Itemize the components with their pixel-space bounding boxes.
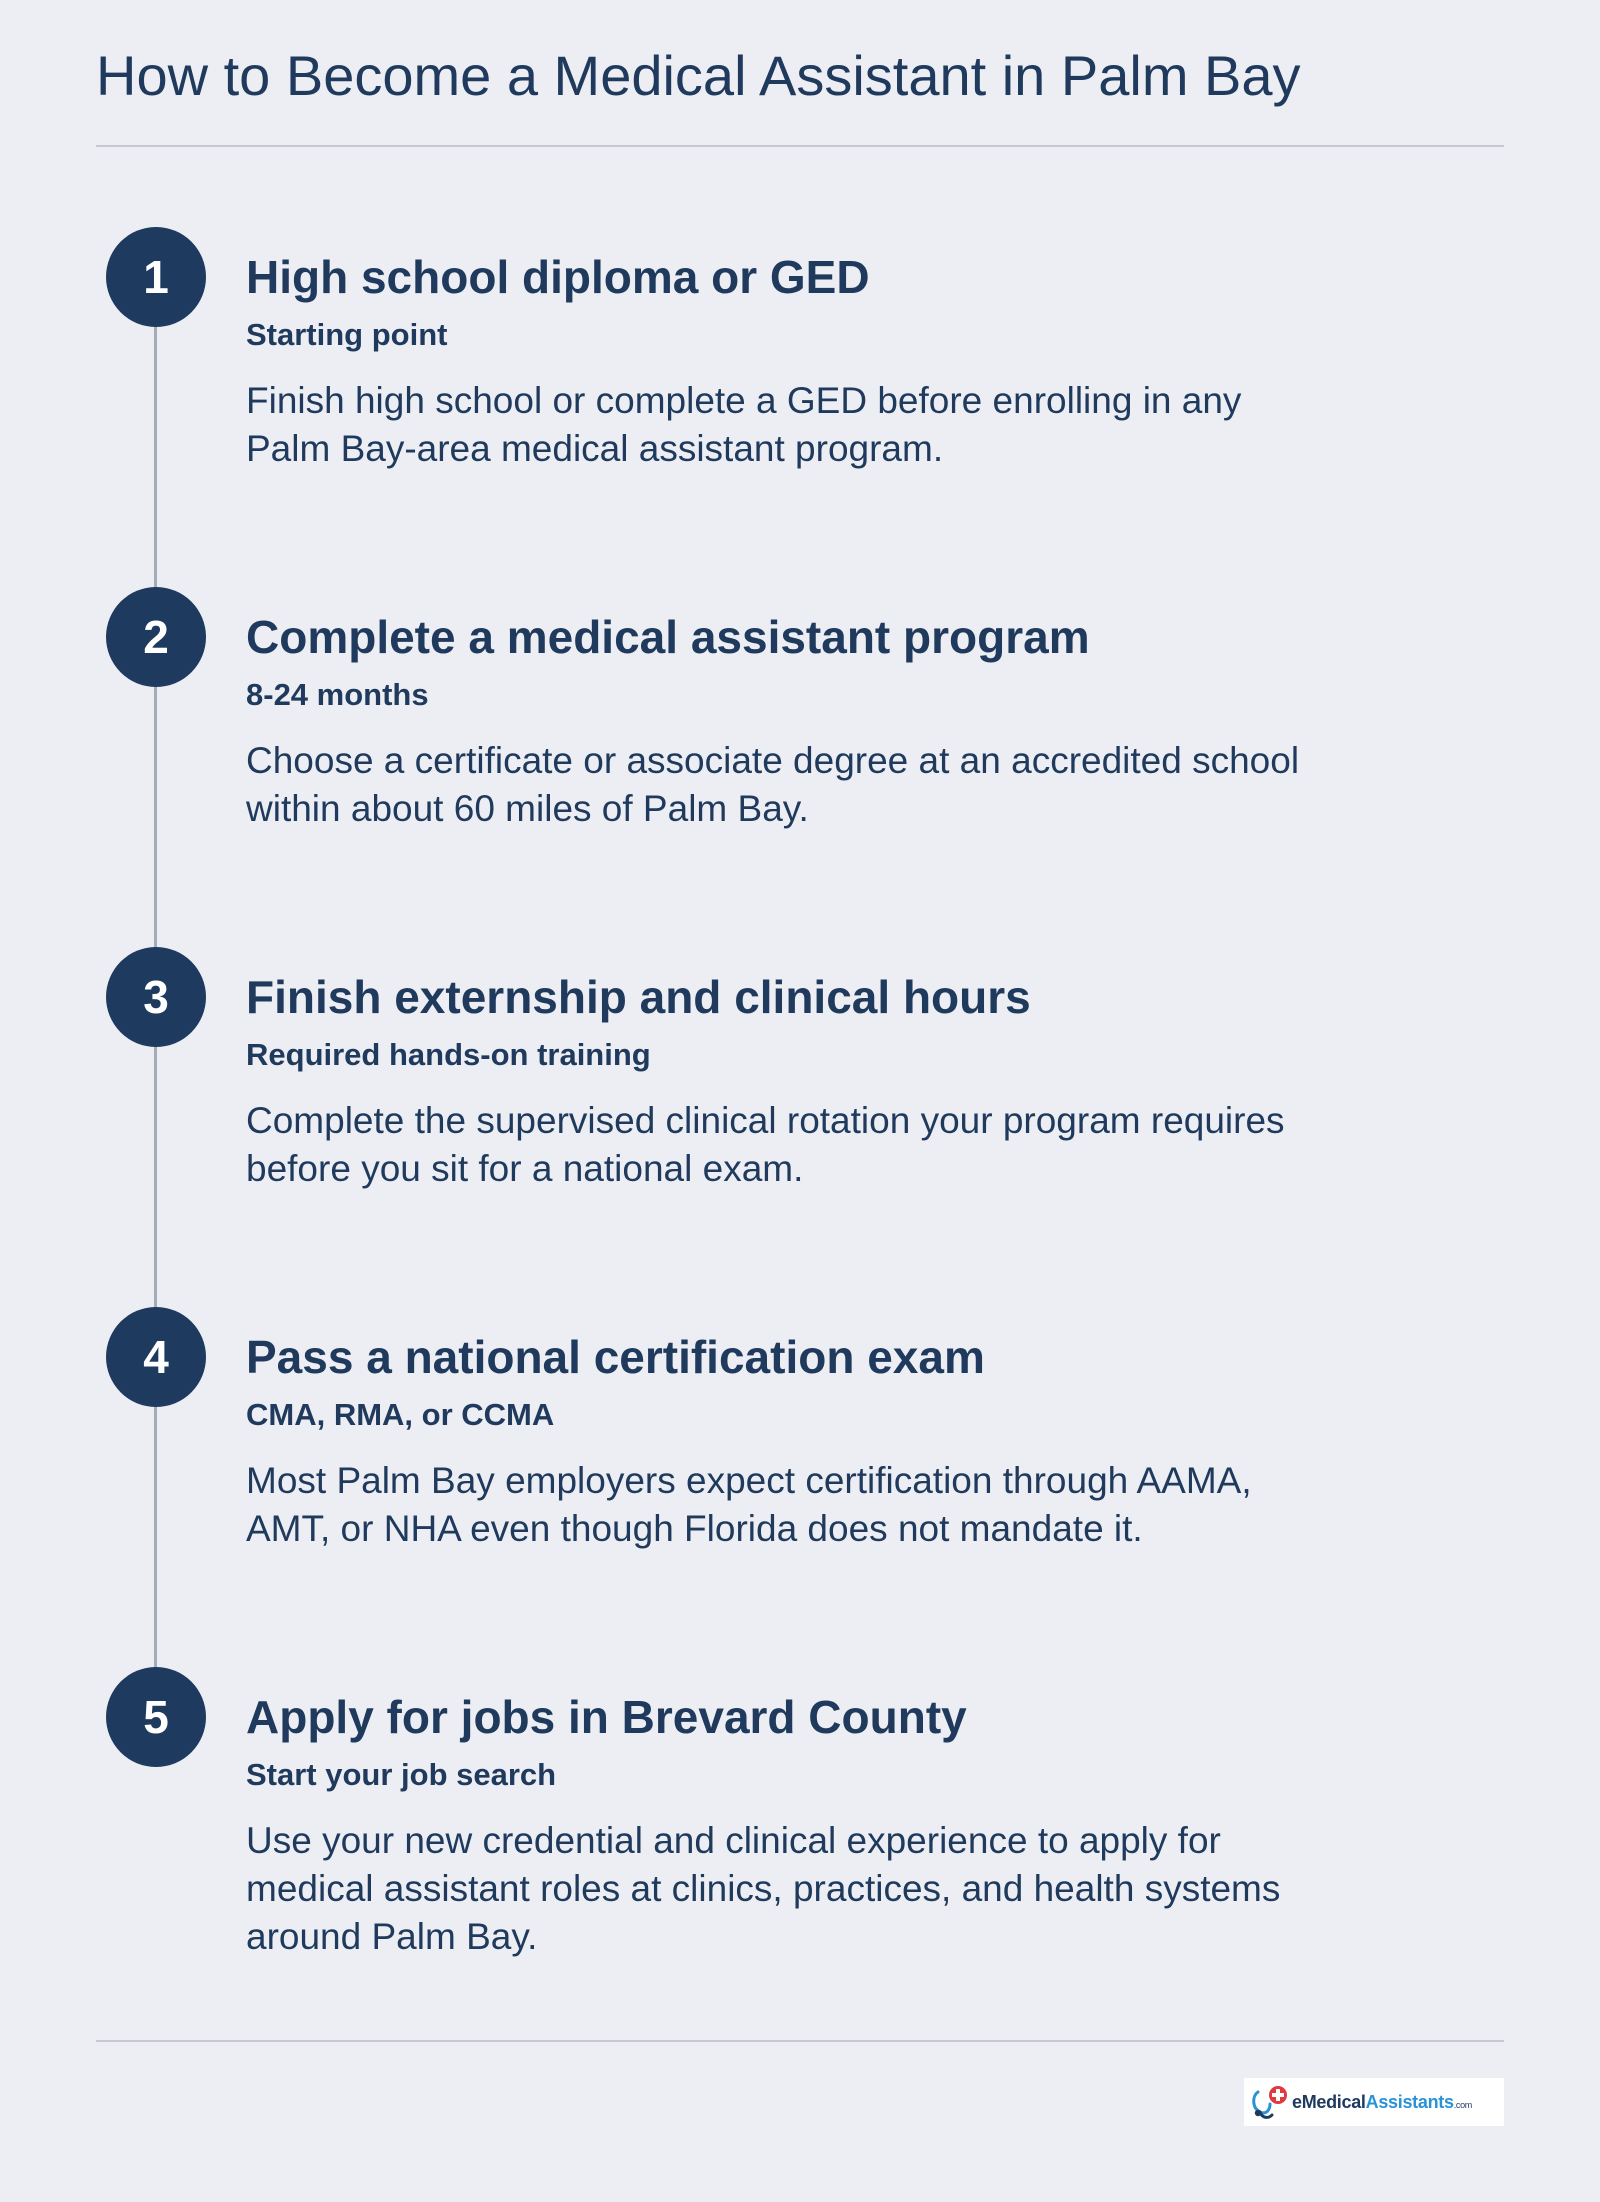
step-title: Complete a medical assistant program — [246, 611, 1090, 663]
logo-text-assistants: Assistants — [1365, 2091, 1454, 2112]
logo-text-emedical: eMedical — [1292, 2091, 1366, 2112]
step-description: Finish high school or complete a GED before enrolling in any Palm Bay-area medical assistant program. — [246, 380, 1242, 469]
page-title: How to Become a Medical Assistant in Palm Bay — [96, 44, 1301, 107]
step-subtitle: Starting point — [246, 317, 448, 352]
step-description: Most Palm Bay employers expect certification through AAMA, AMT, or NHA even though Florida does not mandate it. — [246, 1460, 1252, 1549]
step-number-badge: 1 — [106, 227, 206, 327]
step-description: Use your new credential and clinical experience to apply for medical assistant roles at clinics, practices, and health systems around Palm Bay. — [246, 1820, 1281, 1957]
step-number-badge: 3 — [106, 947, 206, 1047]
header-divider — [96, 145, 1504, 147]
stethoscope-cross-icon — [1248, 2082, 1292, 2122]
footer-divider — [96, 2040, 1504, 2042]
emedicalassistants-logo[interactable] — [1244, 2078, 1504, 2126]
step-subtitle: CMA, RMA, or CCMA — [246, 1397, 555, 1432]
step-title: High school diploma or GED — [246, 251, 870, 303]
logo-text-com: .com — [1453, 2099, 1472, 2110]
step-title: Finish externship and clinical hours — [246, 971, 1031, 1023]
step-title: Pass a national certification exam — [246, 1331, 985, 1383]
step-title: Apply for jobs in Brevard County — [246, 1691, 967, 1743]
step-description: Complete the supervised clinical rotation your program requires before you sit for a national exam. — [246, 1100, 1285, 1189]
step-number-badge: 4 — [106, 1307, 206, 1407]
step-number-badge: 5 — [106, 1667, 206, 1767]
step-description: Choose a certificate or associate degree at an accredited school within about 60 miles of Palm Bay. — [246, 740, 1300, 829]
step-subtitle: Required hands-on training — [246, 1037, 651, 1072]
step-number-badge: 2 — [106, 587, 206, 687]
step-subtitle: 8-24 months — [246, 677, 429, 712]
step-subtitle: Start your job search — [246, 1757, 557, 1792]
